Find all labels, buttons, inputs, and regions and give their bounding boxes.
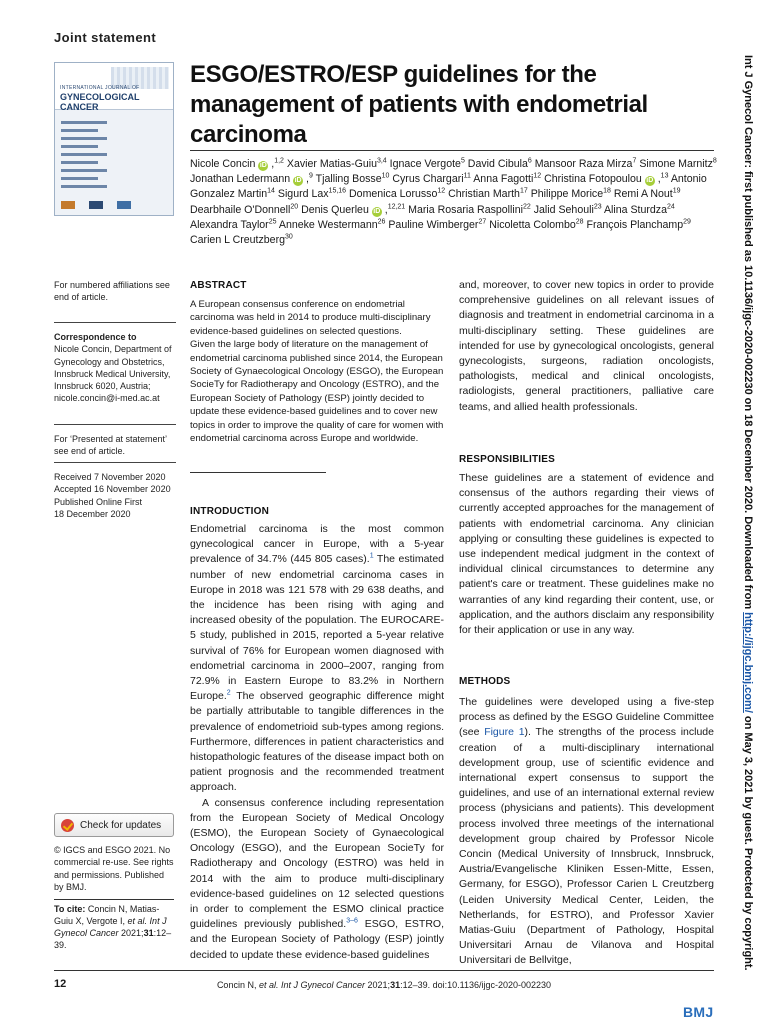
author-name: Christian Marth (448, 188, 520, 201)
author-name: Alina Sturdza (603, 203, 667, 216)
author-name: Simone Marnitz (639, 158, 713, 170)
cover-journal-line1: INTERNATIONAL JOURNAL OF (60, 85, 140, 91)
author-name: Antonio Gonzalez Martin (190, 173, 707, 201)
copyright-text: © IGCS and ESGO 2021. No commercial re-use. See rights and permissions. Published by BMJ. (54, 845, 174, 892)
affiliation-superscript: 12 (533, 172, 542, 180)
author (535, 158, 637, 170)
intro-text-b: The estimated number of new endometrial carcinoma cases in Europe in 2018 was 121 578 with 29 638 deaths, and the incidence has been rising with aging and increased obesity of the population. The EUROCARE-5 study, published in 2015, reported a 5-year relative survival of 76% for European women diagnosed with endometrial carcinoma in 2000–2007, ranging from 72.9% in Eastern Europe to 83.2% in Northern Europe. (190, 553, 445, 703)
author-name: Nicole Concin (190, 158, 256, 170)
methods-text-b: ). The strengths of the process include creation of a multi-disciplinary international development group, use of scientific evidence and international expert consensus to support the guidelines, and use of an international external review process (physicians and patients). This development process involved three meetings of the international development group chaired by Professor Nicole Concin (Medical University of Innsbruck, Innsbruck, Austria/Evangelische Kliniken Essen-Mitte, Essen, Germany, for ESGO), Professor Carien L Creutzberg (Leiden University Medical Center, Leiden, the Netherlands, for ESTRO), and Professor Xavier Matias-Guiu (Department of Pathology, Hospital Universitari Arnau de Vilanova and Hospital Universitari de Bellvitge, (459, 726, 714, 967)
affiliation-superscript: 10 (381, 172, 390, 180)
correspondence-text: Nicole Concin, Department of Gynecology and Obstetrics, Innsbruck Medical University, Innsbruck 6020, Austria; nicole.concin@i-med.ac.at (54, 344, 172, 404)
intro-text-e: ESGO, ESTRO, and the European Society of Pathology (ESP) jointly decided to update these evidence-based guidelines (190, 918, 445, 961)
to-cite-year: 2021; (118, 928, 144, 938)
author (489, 219, 583, 231)
banner-text-b: on May 3, 2021 by guest. Protected by copyright. (742, 712, 754, 971)
cover-society-logos (61, 201, 131, 209)
presented-note-block (54, 418, 176, 458)
affiliation-superscript: 13 (660, 172, 669, 180)
orcid-icon[interactable]: iD (294, 177, 302, 185)
check-updates-icon (61, 819, 74, 832)
correspondence-block (54, 316, 176, 405)
affiliation-superscript: 24 (666, 203, 675, 211)
author (388, 219, 486, 231)
cover-contents-lines (61, 121, 107, 193)
divider (54, 462, 176, 463)
affiliation-superscript: 11 (463, 172, 471, 180)
journal-url-link[interactable]: http://ijgc.bmj.com/ (742, 612, 754, 713)
affiliation-superscript: 6 (527, 157, 532, 165)
affiliations-note (54, 279, 176, 304)
author (390, 158, 465, 170)
to-cite-text: Concin N, Matias-Guiu X, Vergote I, (54, 904, 160, 926)
author-name: Pauline Wimberger (388, 218, 479, 231)
author: Denis Querleu iD ,$^{12,21}$ (301, 203, 406, 216)
check-updates-label: Check for updates (80, 819, 162, 831)
cover-journal-line2: GYNECOLOGICAL CANCER (60, 92, 140, 112)
author-name: Nicoletta Colombo (489, 218, 576, 231)
author: Jonathan Ledermann iD ,$^9$ (190, 172, 313, 186)
methods-text (459, 695, 714, 969)
abstract-paragraph-1: A European consensus conference on endometrial carcinoma was held in 2014 to produce multi-disciplinary evidence-based guidelines on selected questions. (190, 299, 431, 337)
author-name: Ignace Vergote (389, 158, 461, 170)
affiliation-superscript: 18 (603, 187, 611, 195)
affiliation-superscript: 12,21 (387, 203, 406, 211)
affiliation-superscript: 1,2 (274, 157, 284, 165)
author-name: Philippe Morice (530, 188, 604, 201)
author-name: Denis Querleu (301, 203, 369, 216)
author (534, 204, 602, 216)
author-name: Cyrus Chargari (392, 173, 464, 186)
author-name: Alexandra Taylor (190, 218, 269, 231)
affiliations-note-text: For numbered affiliations see end of article. (54, 280, 170, 303)
author (392, 173, 471, 185)
affiliation-superscript: 15,16 (328, 187, 347, 195)
affiliation-superscript: 7 (632, 157, 637, 165)
section-label: Joint statement (54, 30, 157, 45)
author: Nicole Concin iD ,$^{1,2}$ (190, 157, 284, 170)
title-divider (190, 150, 714, 151)
intro-text-d: A consensus conference including representation from the European Society of Medical Oncology (ESMO), the European Society of Gynaecological Oncology (ESGO), and the European SocieTy for Radiotherapy and Oncology (ESTRO) was held in 2014 with the aim to produce multi-disciplinary evidence-based guidelines on 12 selected questions in order to complement the ESMO clinical practice guidelines previously published. (190, 796, 444, 931)
check-for-updates-button[interactable] (54, 813, 174, 837)
affiliation-superscript: 5 (460, 157, 465, 165)
author: Christina Fotopoulou iD ,$^{13}$ (544, 172, 669, 186)
footer-divider (54, 970, 714, 971)
author-name: Anneke Westermann (278, 218, 378, 231)
author (614, 188, 681, 200)
author (279, 219, 386, 231)
author-name: François Planchamp (586, 218, 684, 231)
author (287, 158, 387, 170)
author (190, 234, 293, 246)
reference-link[interactable]: 2 (226, 689, 231, 697)
orcid-icon[interactable]: iD (373, 207, 381, 215)
dates-block (54, 456, 176, 520)
affiliation-superscript: 29 (683, 218, 691, 226)
author-name: Remi A Nout (613, 188, 673, 201)
affiliation-superscript: 26 (377, 218, 386, 226)
copyright-note (54, 844, 176, 893)
banner-text-a: Int J Gynecol Cancer: first published as 10.1136/ijgc-2020-002230 on 18 December 2020. Downloaded from (742, 55, 754, 613)
author (349, 188, 445, 200)
author-name: Christina Fotopoulou (544, 173, 642, 186)
affiliation-superscript: 23 (593, 203, 602, 211)
date-published-label: Published Online First (54, 496, 143, 507)
affiliation-superscript: 19 (672, 187, 681, 195)
to-cite-box (54, 899, 174, 951)
to-cite-italic: et al. Int J Gynecol Cancer (54, 916, 167, 938)
author (604, 204, 675, 216)
affiliation-superscript: 20 (290, 203, 299, 211)
author-name: Xavier Matias-Guiu (286, 158, 377, 170)
date-accepted: Accepted 16 November 2020 (54, 484, 171, 495)
author (468, 158, 532, 170)
author-name: Jalid Sehouli (533, 203, 594, 216)
methods-text-a: The guidelines were developed using a five-step process as defined by the ESGO Guideline Committee (see (459, 696, 714, 739)
author (190, 204, 298, 216)
footer-cite-c: :12–39. doi:10.1136/ijgc-2020-002230 (400, 980, 552, 990)
affiliation-superscript: 12 (437, 187, 446, 195)
author (448, 188, 528, 200)
author-name: Carien L Creutzberg (190, 234, 285, 247)
author (587, 219, 691, 231)
download-banner-text (742, 55, 754, 971)
author-list (190, 157, 720, 248)
affiliation-superscript: 9 (308, 172, 313, 180)
to-cite-pages: :12–39. (54, 928, 172, 950)
author (278, 188, 346, 200)
abstract-heading: ABSTRACT (190, 280, 247, 291)
author-name: Maria Rosaria Raspollini (408, 203, 523, 216)
affiliation-superscript: 25 (268, 218, 277, 226)
footer-cite-b: 2021; (365, 980, 391, 990)
journal-cover-thumbnail (54, 62, 174, 216)
affiliation-superscript: 8 (712, 157, 717, 165)
footer-cite-volume: 31 (390, 980, 401, 990)
intro-text-a: Endometrial carcinoma is the most common gynecological cancer in Europe, with a 5-year prevalence of 34.7% (445 805 cases). (190, 523, 444, 566)
orcid-icon[interactable]: iD (646, 177, 654, 185)
affiliation-superscript: 17 (519, 187, 528, 195)
date-published: 18 December 2020 (54, 508, 131, 519)
author-name: Dearbhaile O'Donnell (190, 203, 291, 216)
abstract-paragraph-2: Given the large body of literature on the management of endometrial carcinoma published since 2014, the European Society of Gynaecological Oncology (ESGO), the European SocieTy for Radiotherapy and Oncology (ESTRO), and the European Society of Pathology (ESP) jointly decided to update these evidence-based guidelines and to cover new topics in order to improve the quality of care for women with endometrial carcinoma across Europe and worldwide. (190, 339, 444, 445)
abstract-text (190, 298, 446, 445)
author-name: Tjalling Bosse (315, 173, 382, 186)
author-name: Domenica Lorusso (349, 188, 438, 201)
author-name: Sigurd Lax (277, 188, 329, 201)
affiliation-superscript: 3,4 (376, 157, 387, 165)
affiliation-superscript: 30 (285, 233, 293, 241)
bmj-logo: BMJ (683, 1004, 714, 1020)
figure-1-link[interactable]: Figure 1 (484, 726, 525, 739)
author-name: Anna Fagotti (473, 173, 534, 186)
author-name: David Cibula (467, 158, 528, 170)
introduction-paragraph-1 (190, 522, 444, 796)
author (316, 173, 390, 185)
to-cite-label: To cite: (54, 904, 86, 914)
author (639, 158, 717, 170)
responsibilities-heading: RESPONSIBILITIES (459, 454, 555, 465)
divider (54, 424, 176, 425)
introduction-text (190, 522, 444, 963)
reference-link[interactable]: 1 (369, 552, 374, 560)
to-cite-volume: 31 (143, 928, 154, 938)
author (190, 219, 277, 231)
footer-citation (0, 980, 768, 990)
orcid-icon[interactable]: iD (259, 162, 267, 169)
affiliation-superscript: 14 (267, 187, 275, 195)
introduction-heading: INTRODUCTION (190, 506, 270, 517)
reference-link[interactable]: 3–6 (346, 917, 358, 925)
author-name: Mansoor Raza Mirza (534, 158, 633, 170)
footer-cite-a: Concin N, (216, 980, 259, 990)
author-name: Jonathan Ledermann (190, 173, 291, 186)
download-banner (737, 55, 759, 975)
methods-heading: METHODS (459, 676, 511, 687)
footer-cite-italic: et al. Int J Gynecol Cancer (258, 980, 366, 990)
correspondence-heading: Correspondence to (54, 332, 137, 342)
author (531, 188, 611, 200)
affiliation-superscript: 22 (522, 203, 531, 211)
author (473, 173, 541, 185)
page-number: 12 (54, 978, 67, 990)
article-title: ESGO/ESTRO/ESP guidelines for the management of patients with endometrial carcinoma (190, 61, 648, 148)
author (408, 204, 531, 216)
intro-text-c: The observed geographic difference might be partially attributable to tangible differences in the prevalence of endometrioid sub-types among regions. Furthermore, differences in patient characteristics and histopathologic features of the disease impact both on patient prognosis and the recommended treatment approach. (190, 690, 444, 794)
affiliation-superscript: 28 (575, 218, 584, 226)
affiliation-superscript: 27 (478, 218, 487, 226)
introduction-paragraph-2 (190, 796, 444, 963)
continuation-paragraph: and, moreover, to cover new topics in order to provide comprehensive guidelines on all relevant issues of diagnosis and treatment in endometrial carcinoma in a multi-disciplinary setting. These guidelines are intended for use by gynecological oncologists, general gynecologists, surgeons, radiation oncologists, pathologists, medical and clinical oncologists, radiologists, general practitioners, palliative care teams, and allied health professionals. (459, 279, 714, 413)
presented-note: For ‘Presented at statement’ see end of article. (54, 434, 167, 457)
divider (54, 322, 176, 323)
responsibilities-text: These guidelines are a statement of evidence and consensus of the authors regarding their views of currently accepted approaches for the management of patients with endometrial carcinoma. Any clinician applying or consulting these guidelines is expected to use independent medical judgment in the context of individual clinical circumstances to determine any patient's care or treatment. These guidelines make no warranties of any kind regarding their content, use, or application, and the authors disclaim any responsibility for their application or use in any way. (459, 472, 714, 637)
abstract-divider (190, 472, 326, 473)
date-received: Received 7 November 2020 (54, 472, 166, 482)
